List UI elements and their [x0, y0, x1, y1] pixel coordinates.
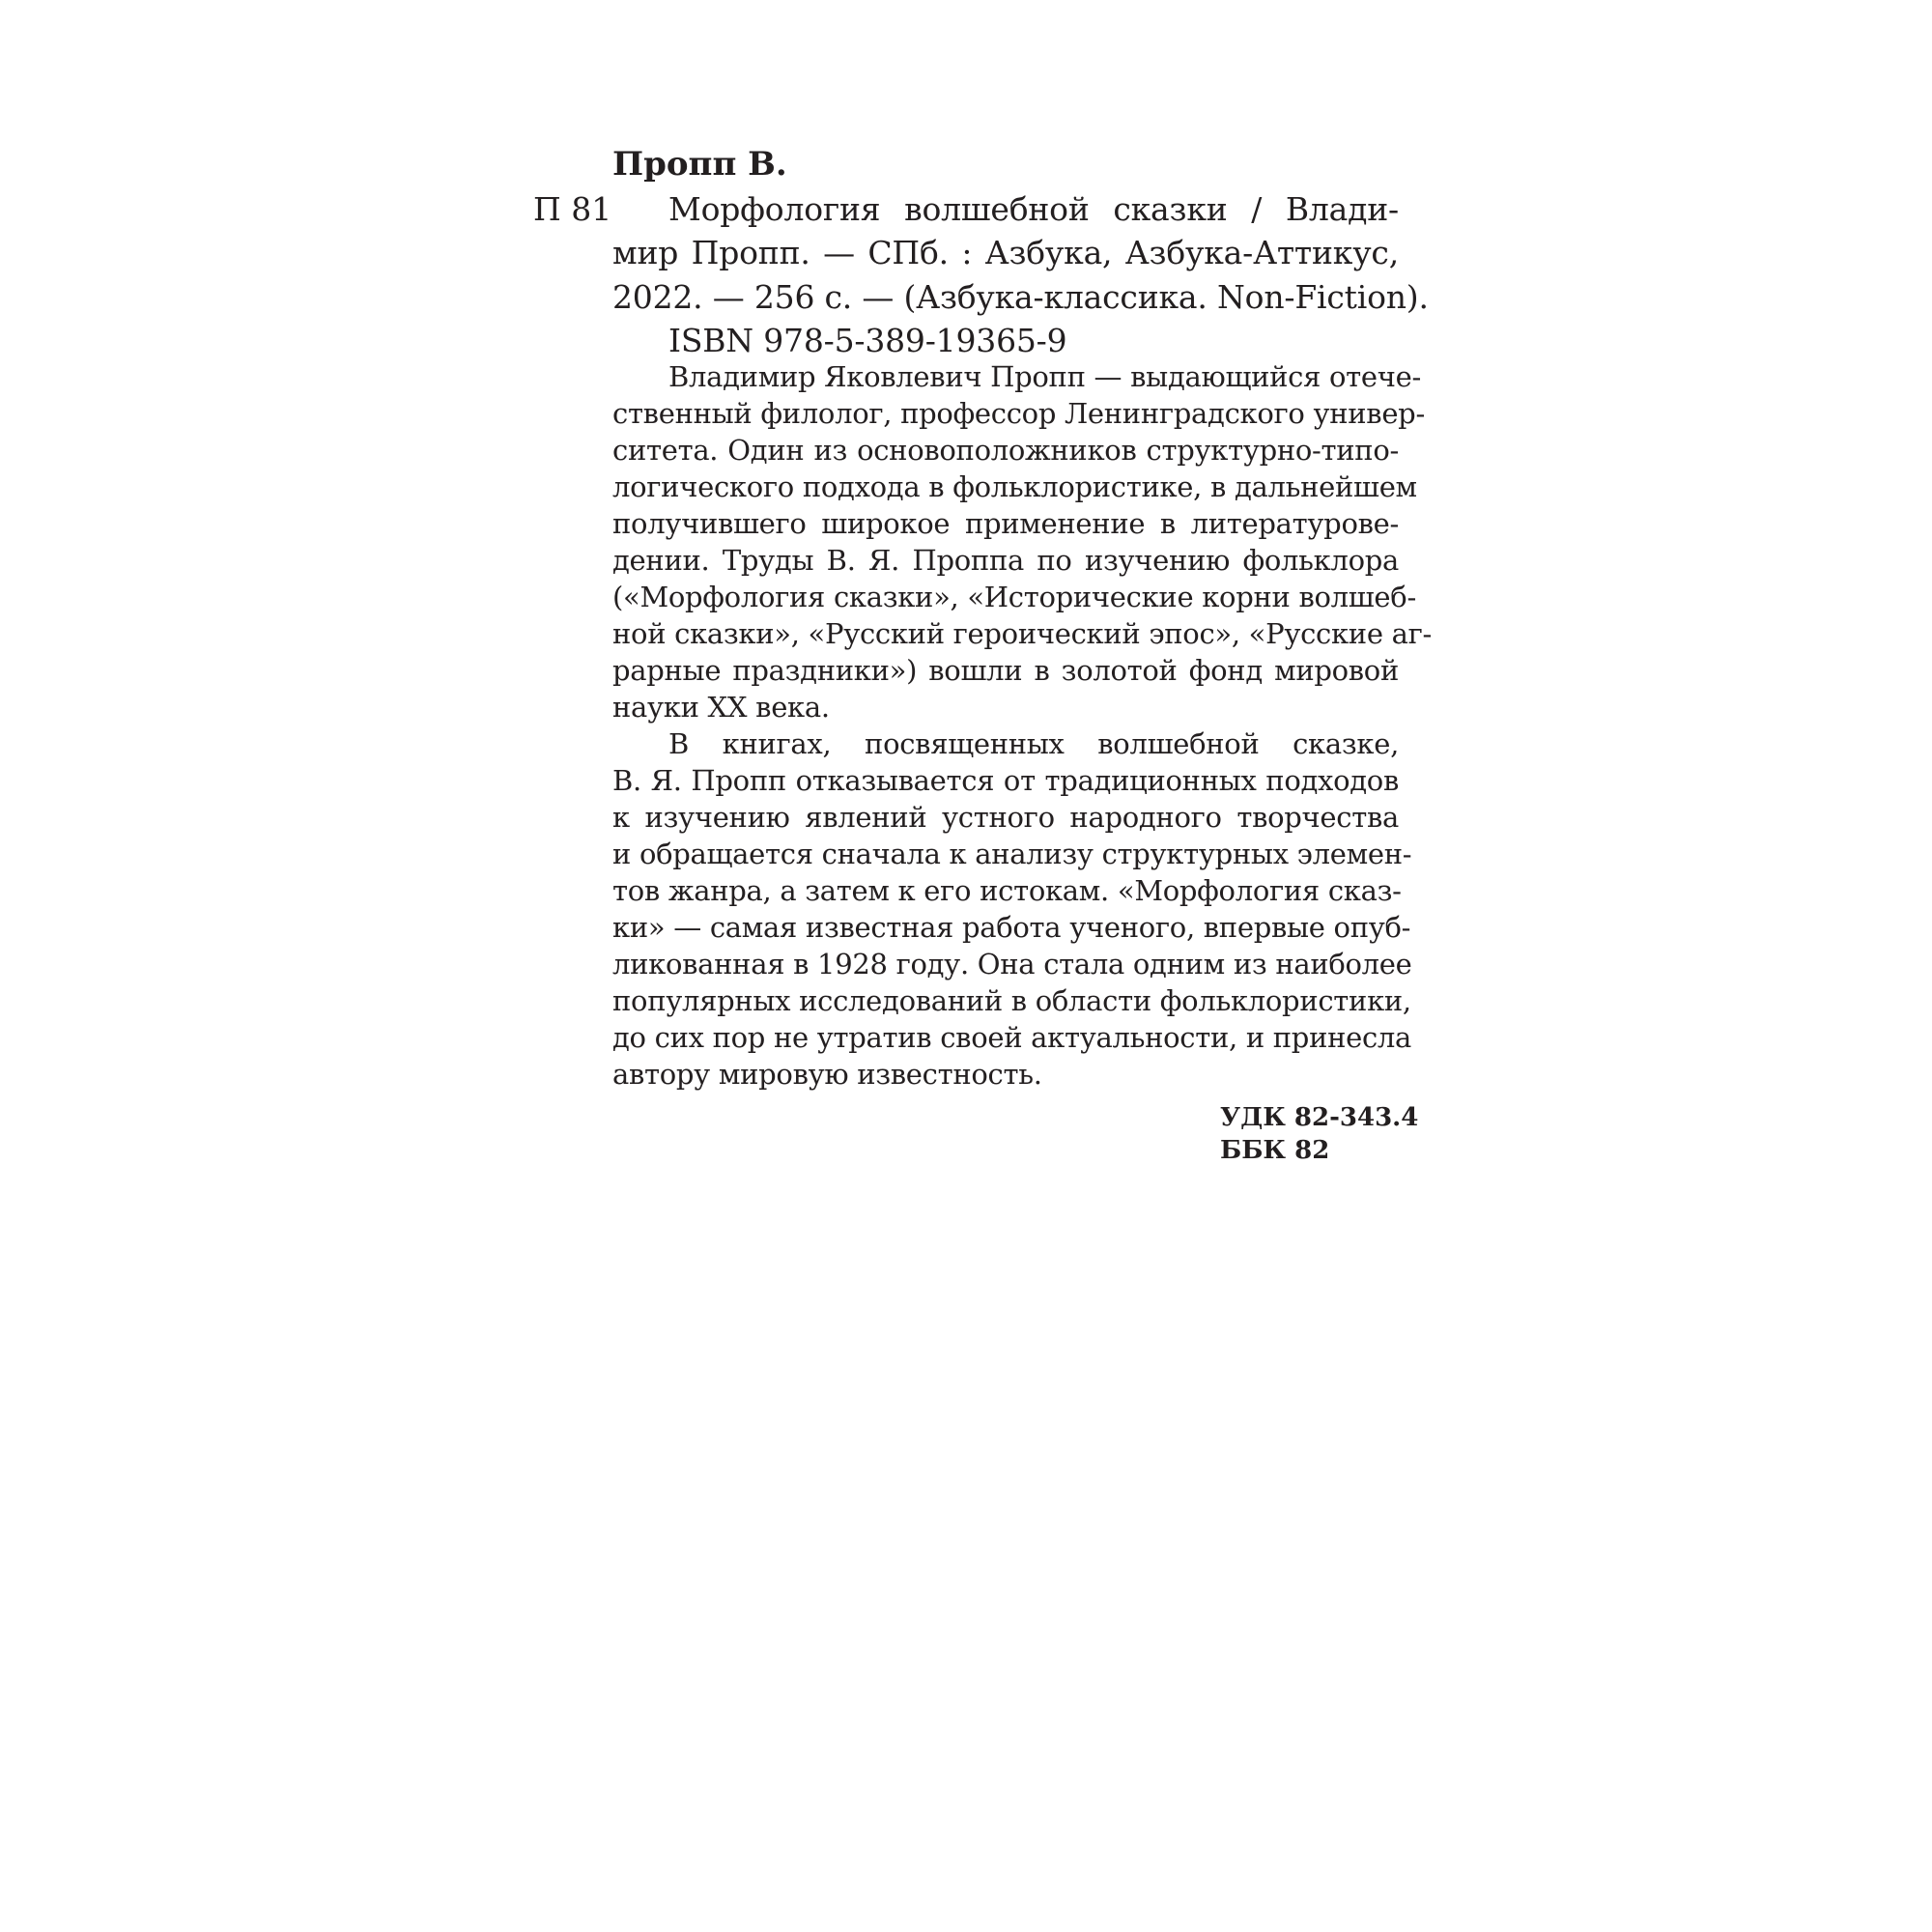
citation-line: 2022. — 256 с. — (Азбука-классика. Non-Fiction).	[612, 278, 1429, 316]
udk-code: УДК 82-343.4	[1220, 1103, 1419, 1132]
annotation-line: автору мировую известность.	[612, 1058, 1042, 1091]
citation-line: мир Пропп. — СПб. : Азбука, Азбука-Аттикус,	[612, 234, 1399, 271]
isbn: ISBN 978-5-389-19365-9	[668, 322, 1067, 359]
annotation-line: В книгах, посвященных волшебной сказке,	[668, 727, 1399, 760]
annotation-line: («Морфология сказки», «Исторические корни волшеб-	[612, 581, 1416, 613]
author-mark: П 81	[533, 190, 612, 228]
annotation-line: тов жанра, а затем к его истокам. «Морфология сказ-	[612, 874, 1402, 907]
annotation-line: В. Я. Пропп отказывается от традиционных подходов	[612, 764, 1399, 797]
annotation-line: до сих пор не утратив своей актуальности, и принесла	[612, 1021, 1412, 1054]
annotation-line: Владимир Яковлевич Пропп — выдающийся отече-	[668, 360, 1422, 393]
annotation-line: ки» — самая известная работа ученого, впервые опуб-	[612, 911, 1411, 944]
annotation-line: и обращается сначала к анализу структурных элемен-	[612, 838, 1412, 870]
author-heading: Пропп В.	[612, 145, 787, 184]
annotation-line: ситета. Один из основоположников структурно-типо-	[612, 434, 1399, 467]
annotation-line: рарные праздники») вошли в золотой фонд мировой	[612, 654, 1399, 687]
annotation-line: ной сказки», «Русский героический эпос», «Русские аг-	[612, 617, 1432, 650]
annotation-line: науки XX века.	[612, 691, 830, 724]
citation-line: Морфология волшебной сказки / Влади-	[668, 190, 1399, 228]
annotation-line: дении. Труды В. Я. Проппа по изучению фольклора	[612, 544, 1399, 577]
annotation-line: логического подхода в фольклористике, в дальнейшем	[612, 470, 1417, 503]
annotation-line: популярных исследований в области фольклористики,	[612, 984, 1411, 1017]
annotation-line: ственный филолог, профессор Ленинградского универ-	[612, 397, 1425, 430]
annotation-line: ликованная в 1928 году. Она стала одним из наиболее	[612, 948, 1412, 980]
annotation-line: к изучению явлений устного народного творчества	[612, 801, 1399, 834]
bbk-code: ББК 82	[1220, 1136, 1330, 1165]
annotation-line: получившего широкое применение в литературове-	[612, 507, 1399, 540]
